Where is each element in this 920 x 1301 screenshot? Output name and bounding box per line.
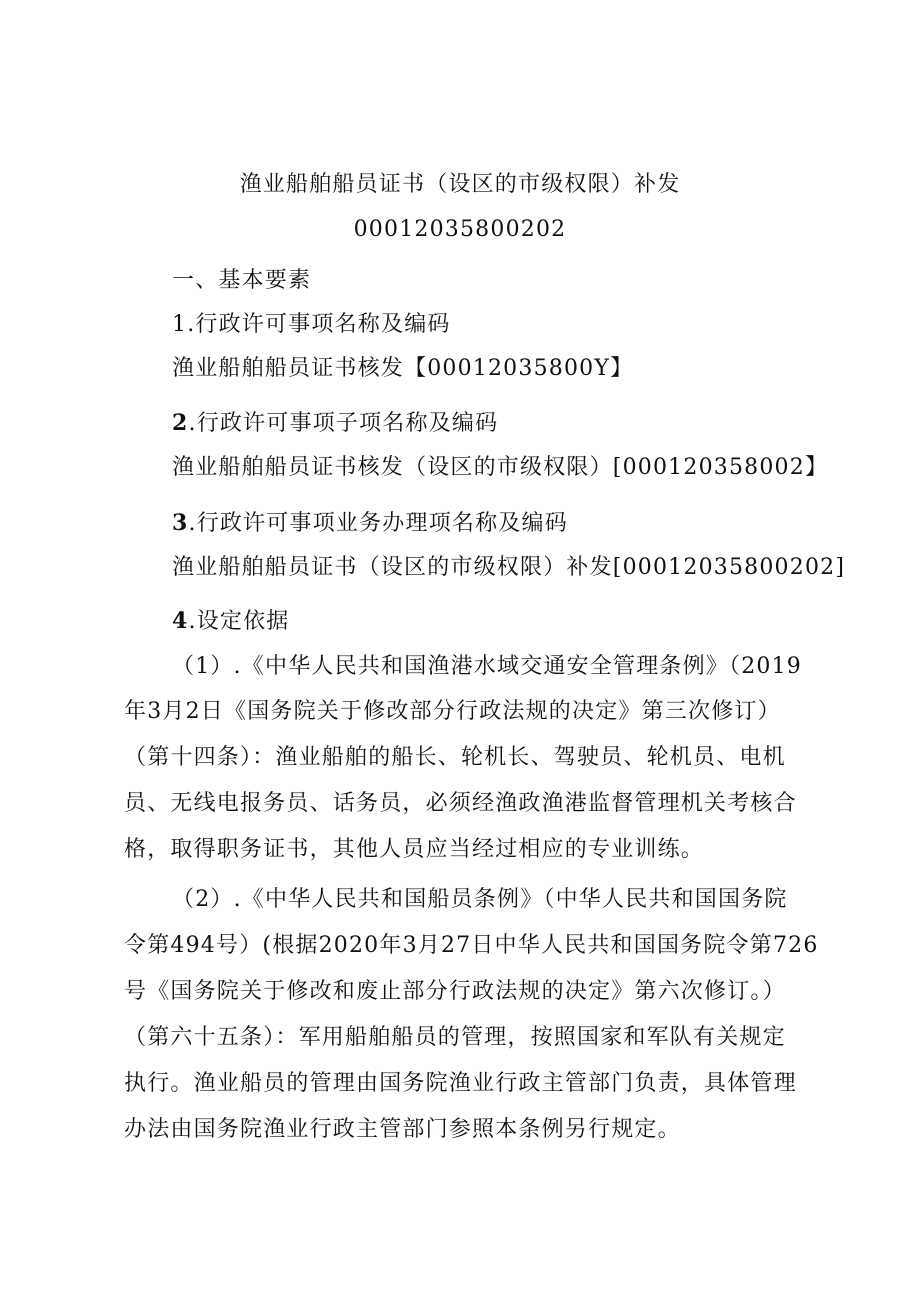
basis2-line: 令第494号）(根据2020年3月27日中华人民共和国国务院令第726 (124, 933, 819, 958)
item3-heading-text: .行政许可事项业务办理项名称及编码 (188, 511, 568, 536)
basis1-line: 格，取得职务证书，其他人员应当经过相应的专业训练。 (124, 837, 705, 862)
item2-number: 2 (172, 410, 189, 436)
item4-heading-text: .设定依据 (188, 609, 290, 634)
basis1-line: 员、无线电报务员、话务员，必须经渔政渔港监督管理机关考核合 (124, 791, 797, 816)
document-code: 00012035800202 (353, 217, 567, 242)
item4-number: 4 (172, 608, 189, 634)
basis1-line: （第十四条）：渔业船舶的船长、轮机长、驾驶员、轮机员、电机 (124, 745, 786, 770)
document-title: 渔业船舶船员证书（设区的市级权限）补发 (239, 172, 681, 197)
basis1-line: 年3月2日《国务院关于修改部分行政法规的决定》第三次修订） (124, 699, 781, 724)
basis2-line: 执行。渔业船员的管理由国务院渔业行政主管部门负责，具体管理 (124, 1071, 797, 1096)
item3-heading (172, 508, 568, 539)
item2-heading (172, 408, 498, 439)
basis2-line: （第六十五条）：军用船舶船员的管理，按照国家和军队有关规定 (124, 1025, 786, 1050)
item3-number: 3 (172, 510, 189, 536)
basis2-line: 办法由国务院渔业行政主管部门参照本条例另行规定。 (124, 1117, 681, 1142)
item3-content: 渔业船舶船员证书（设区的市级权限）补发[00012035800202] (172, 555, 846, 580)
item4-heading (172, 606, 290, 637)
item2-content: 渔业船舶船员证书核发（设区的市级权限）[000120358002】 (172, 455, 829, 480)
item2-heading-text: .行政许可事项子项名称及编码 (188, 411, 499, 436)
basis1-line: （1）.《中华人民共和国渔港水域交通安全管理条例》（2019 (172, 654, 802, 679)
item1-content: 渔业船舶船员证书核发【00012035800Y】 (172, 356, 634, 381)
section-heading: 一、基本要素 (172, 268, 312, 293)
item1-heading: 1.行政许可事项名称及编码 (172, 312, 451, 337)
basis2-line: 号《国务院关于修改和废止部分行政法规的决定》第六次修订。） (124, 979, 786, 1004)
basis2-line: （2）.《中华人民共和国船员条例》（中华人民共和国国务院 (172, 887, 788, 912)
